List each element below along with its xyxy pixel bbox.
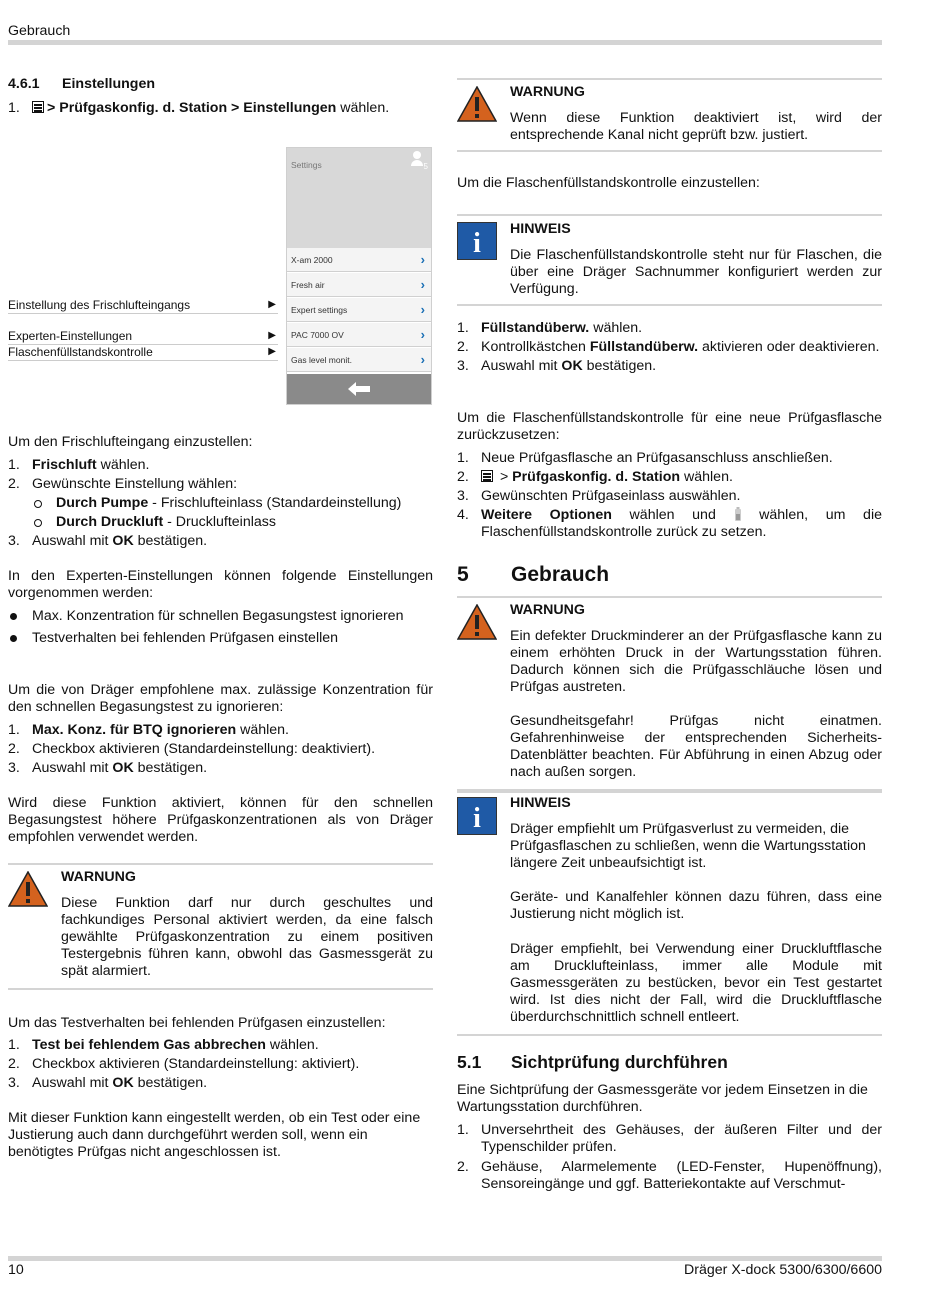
user-badge: 5: [423, 162, 428, 171]
warning-title: WARNUNG: [61, 869, 136, 885]
chevron-right-icon: ›: [420, 327, 425, 342]
step-text: wählen.: [265, 1037, 319, 1053]
step-bold: Frischluft: [32, 457, 97, 473]
step-bold: Weitere Optionen: [481, 507, 612, 523]
hint-body: Die Flaschenfüllstandskontrolle steht nur für Flaschen, die über eine Dräger Sachnummer konfiguriert werden zur Verfügung.: [510, 247, 882, 297]
list-item: [32, 495, 433, 512]
footer-rule: [8, 1256, 882, 1261]
menu-icon: [481, 470, 493, 482]
step-text: bestätigen.: [133, 760, 208, 776]
svg-text:i: i: [473, 803, 481, 834]
list-item: 2. Gehäuse, Alarmelemente (LED-Fenster, Hupenöffnung), Sensoreingänge und ggf. Batteriekontakte auf Verschmut-: [457, 1159, 882, 1192]
expert-bullets: [8, 608, 433, 647]
list-item: 2. Kontrollkästchen Füllstandüberw. aktivieren oder deaktivieren.: [457, 339, 880, 355]
chapter-title: Gebrauch: [511, 563, 610, 586]
list-item: 1. Max. Konz. für BTQ ignorieren wählen.: [8, 722, 289, 738]
screen-item-pac7000[interactable]: [287, 323, 431, 347]
header-rule: [8, 40, 882, 45]
bottle-icon: [734, 507, 742, 521]
step-bold: Füllstandüberw.: [589, 339, 699, 355]
step-text: Unversehrtheit des Gehäuses, der äußeren Filter und der Typenschilder prüfen.: [481, 1122, 882, 1155]
option-bold: Durch Pumpe: [56, 495, 149, 511]
callout-level: [8, 344, 278, 361]
step-text: Checkbox aktivieren (Standardeinstellung: aktiviert).: [32, 1056, 360, 1072]
warning-body: Ein defekter Druckminderer an der Prüfgasflasche kann zu einem erhöhten Druck in der Wartungsstation führen. Dadurch können sich die Prüfgasschläuche lösen und Prüfgas austreten.: [510, 628, 882, 695]
product-name: Dräger X-dock 5300/6300/6600: [684, 1262, 882, 1278]
step-text: wählen.: [680, 469, 733, 485]
callout-label: Experten-Einstellungen: [8, 329, 133, 343]
list-item: 3. Auswahl mit OK bestätigen.: [8, 533, 208, 549]
back-arrow-icon: [348, 382, 372, 396]
step-bold: OK: [561, 358, 583, 374]
screen-back-bar[interactable]: [287, 374, 431, 404]
warning-icon: [457, 604, 497, 640]
warning-icon: [457, 86, 497, 122]
step-text: wählen, um die Flaschenfüllstandskontrolle zurück zu setzen.: [481, 507, 882, 540]
list-item: 1. Frischluft wählen.: [8, 457, 150, 473]
callout-expert: [8, 328, 278, 345]
warning-title: WARNUNG: [510, 602, 585, 618]
step-bold: Füllstandüberw.: [481, 320, 590, 336]
list-item: 3. Gewünschten Prüfgaseinlass auswählen.: [457, 488, 741, 504]
test-note: Mit dieser Funktion kann eingestellt werden, ob ein Test oder eine Justierung auch dann durchgeführt werden soll, wenn ein benötigtes Prüfgas nicht angeschlossen ist.: [8, 1110, 421, 1160]
expert-intro: In den Experten-Einstellungen können folgende Einstellungen vorgenommen werden:: [8, 568, 433, 601]
option-bold: Durch Druckluft: [56, 514, 164, 530]
list-item: [32, 514, 433, 531]
page-number: 10: [8, 1262, 24, 1278]
warning-box-right-2: [457, 596, 882, 793]
option-text: - Drucklufteinlass: [163, 514, 276, 530]
hint-box-2: [457, 789, 882, 1036]
section-heading-4-6-1: [8, 76, 433, 93]
step-text: Auswahl mit: [32, 760, 113, 776]
step-text: aktivieren oder deaktivieren.: [698, 339, 880, 355]
step-bold: OK: [112, 760, 134, 776]
level-steps: [457, 320, 882, 375]
section-title: Sichtprüfung durchführen: [511, 1052, 728, 1072]
step-text: Kontrollkästchen: [481, 339, 590, 355]
triangle-right-icon: ▶: [268, 346, 276, 357]
list-item: 2. Checkbox aktivieren (Standardeinstellung: aktiviert).: [8, 1056, 360, 1072]
section-heading-5-1: [457, 1052, 882, 1072]
menu-icon: [32, 101, 44, 113]
callout-label: Einstellung des Frischlufteingangs: [8, 298, 191, 312]
fresh-steps: [8, 457, 433, 550]
chapter-number: 5: [457, 563, 469, 586]
step-text: bestätigen.: [133, 533, 208, 549]
list-item: 1. Test bei fehlendem Gas abbrechen wählen.: [8, 1037, 319, 1053]
step-text: bestätigen.: [133, 1075, 208, 1091]
callout-label: Flaschenfüllstandskontrolle: [8, 345, 153, 359]
step-bold: Test bei fehlendem Gas abbrechen: [32, 1037, 266, 1053]
test-steps: [8, 1037, 433, 1092]
triangle-right-icon: ▶: [268, 299, 276, 310]
screen-title: Settings: [291, 160, 322, 170]
level-intro: Um die Flaschenfüllstandskontrolle einzustellen:: [457, 175, 760, 191]
warning-box-left: [8, 863, 433, 990]
info-icon: [457, 797, 497, 835]
screen-item-label: Fresh air: [291, 280, 325, 290]
list-item: 2. Checkbox aktivieren (Standardeinstellung: deaktiviert).: [8, 741, 376, 757]
screen-item-expert-settings[interactable]: [287, 298, 431, 322]
hint-body: Geräte- und Kanalfehler können dazu führen, dass eine Justierung nicht möglich ist.: [510, 889, 882, 922]
max-intro: Um die von Dräger empfohlene max. zulässige Konzentration für den schnellen Begasungstest zu ignorieren:: [8, 682, 433, 715]
screen-item-gas-level[interactable]: [287, 348, 431, 372]
step-text: Auswahl mit: [481, 358, 562, 374]
chevron-right-icon: ›: [420, 302, 425, 317]
list-item: 2. > Prüfgaskonfig. d. Station wählen.: [457, 469, 733, 485]
visual-steps: [457, 1122, 882, 1193]
fresh-intro: Um den Frischlufteingang einzustellen:: [8, 434, 253, 450]
list-item: 3. Auswahl mit OK bestätigen.: [8, 1075, 208, 1091]
step-text: Checkbox aktivieren (Standardeinstellung: deaktiviert).: [32, 741, 376, 757]
step-bold: Max. Konz. für BTQ ignorieren: [32, 722, 237, 738]
list-item: 1. Neue Prüfgasflasche an Prüfgasanschluss anschließen.: [457, 450, 833, 466]
step-bold: OK: [112, 1075, 134, 1091]
info-icon: [457, 222, 497, 260]
step-text: wählen.: [589, 320, 643, 336]
hint-title: HINWEIS: [510, 795, 571, 811]
running-header: Gebrauch: [8, 23, 71, 39]
list-item: Max. Konzentration für schnellen Begasungstest ignorieren: [8, 608, 433, 625]
chevron-right-icon: ›: [420, 352, 425, 367]
chevron-right-icon: ›: [420, 252, 425, 267]
chevron-right-icon: ›: [420, 277, 425, 292]
step-text: Gewünschte Einstellung wählen:: [32, 476, 238, 492]
warning-body: Gesundheitsgefahr! Prüfgas nicht einatmen. Gefahrenhinweise der entsprechenden Sicherheits-Datenblätter beachten. Für Abführung in einen Abzug oder nach außen sorgen.: [510, 713, 882, 780]
warning-title: WARNUNG: [510, 84, 585, 100]
user-icon: [413, 151, 421, 159]
step-bold: Prüfgaskonfig. d. Station: [512, 469, 681, 485]
test-intro: Um das Testverhalten bei fehlenden Prüfgasen einzustellen:: [8, 1015, 386, 1031]
screen-item-label: Gas level monit.: [291, 355, 352, 365]
option-text: - Frischlufteinlass (Standardeinstellung): [148, 495, 402, 511]
step-text: bestätigen.: [582, 358, 657, 374]
section-title: Einstellungen: [62, 76, 156, 92]
user-icon-body: [411, 160, 423, 166]
hint-body: Dräger empfiehlt um Prüfgasverlust zu vermeiden, die Prüfgasflaschen zu schließen, wenn die Wartungsstation längere Zeit unbeaufsichtigt ist.: [510, 821, 866, 871]
hint-title: HINWEIS: [510, 221, 571, 237]
list-item: 1. Füllstandüberw. wählen.: [457, 320, 643, 336]
warning-box-right-1: [457, 78, 882, 152]
menu-path: > Prüfgaskonfig. d. Station > Einstellungen: [47, 100, 337, 116]
step-text: Auswahl mit: [32, 1075, 113, 1091]
step-text: wählen.: [96, 457, 150, 473]
step-text: wählen und: [611, 507, 734, 523]
reset-steps: [457, 450, 882, 541]
section-number: 4.6.1: [8, 76, 40, 92]
step-number: 1.: [8, 100, 20, 116]
list-item: Testverhalten bei fehlenden Prüfgasen einstellen: [8, 630, 433, 647]
settings-step-1: [8, 100, 433, 117]
step-text: Neue Prüfgasflasche an Prüfgasanschluss anschließen.: [481, 450, 833, 466]
list-item: 3. Auswahl mit OK bestätigen.: [8, 760, 208, 776]
warning-body: Diese Funktion darf nur durch geschultes und fachkundiges Personal aktiviert werden, da eine falsch gewählte Prüfgaskonzentration zu einem positiven Testergebnis führen kann, obwohl das Gasmessgerät zu spät alarmiert.: [61, 895, 433, 979]
section-number: 5.1: [457, 1052, 482, 1072]
list-item: 2. Gewünschte Einstellung wählen: Durch Pumpe - Frischlufteinlass (Standardeinstellung) Durch Druckluft - Drucklufteinlass: [8, 476, 433, 531]
step-text: wählen.: [236, 722, 289, 738]
screen-item-fresh-air[interactable]: [287, 273, 431, 297]
step-text: Auswahl mit: [32, 533, 113, 549]
step-text: Gewünschten Prüfgaseinlass auswählen.: [481, 488, 741, 504]
hint-box-1: [457, 214, 882, 306]
step-bold: OK: [112, 533, 134, 549]
device-screen: [286, 147, 432, 405]
visual-intro: Eine Sichtprüfung der Gasmessgeräte vor jedem Einsetzen in die Wartungsstation durchführen.: [457, 1082, 868, 1115]
max-note: Wird diese Funktion aktiviert, können für den schnellen Begasungstest höhere Prüfgaskonzentrationen als von Dräger empfohlen verwendet werden.: [8, 795, 433, 845]
warning-icon: [8, 871, 48, 907]
screen-header: [287, 148, 431, 248]
svg-text:i: i: [473, 228, 481, 259]
screen-item-label: X-am 2000: [291, 255, 333, 265]
screen-item-xam2000[interactable]: [287, 248, 431, 272]
reset-intro: Um die Flaschenfüllstandskontrolle für eine neue Prüfgasflasche zurückzusetzen:: [457, 410, 882, 443]
screen-item-label: Expert settings: [291, 305, 348, 315]
chapter-heading-5: [457, 563, 882, 587]
fresh-options: [32, 495, 433, 531]
hint-body: Dräger empfiehlt, bei Verwendung einer Druckluftflasche am Drucklufteinlass, immer alle Module mit Gasmessgeräten zu bestücken, bevor ein Test gestartet wird. Ist dies nicht der Fall, wird die Druckluftflasche überdurchschnittlich schnell entleert.: [510, 941, 882, 1025]
list-item: 1. Unversehrtheit des Gehäuses, der äußeren Filter und der Typenschilder prüfen.: [457, 1122, 882, 1155]
list-item: 3. Auswahl mit OK bestätigen.: [457, 358, 657, 374]
triangle-right-icon: ▶: [268, 330, 276, 341]
screen-item-label: PAC 7000 OV: [291, 330, 344, 340]
max-steps: [8, 722, 433, 777]
step-text: Gehäuse, Alarmelemente (LED-Fenster, Hupenöffnung), Sensoreingänge und ggf. Batteriekontakte auf Verschmut-: [481, 1159, 882, 1192]
list-item: 4. Weitere Optionen wählen und wählen, um die Flaschenfüllstandskontrolle zurück zu setzen.: [457, 507, 882, 540]
step-text: wählen.: [336, 100, 390, 116]
callout-fresh-air: [8, 297, 278, 314]
warning-body: Wenn diese Funktion deaktiviert ist, wird der entsprechende Kanal nicht geprüft bzw. justiert.: [510, 110, 882, 143]
